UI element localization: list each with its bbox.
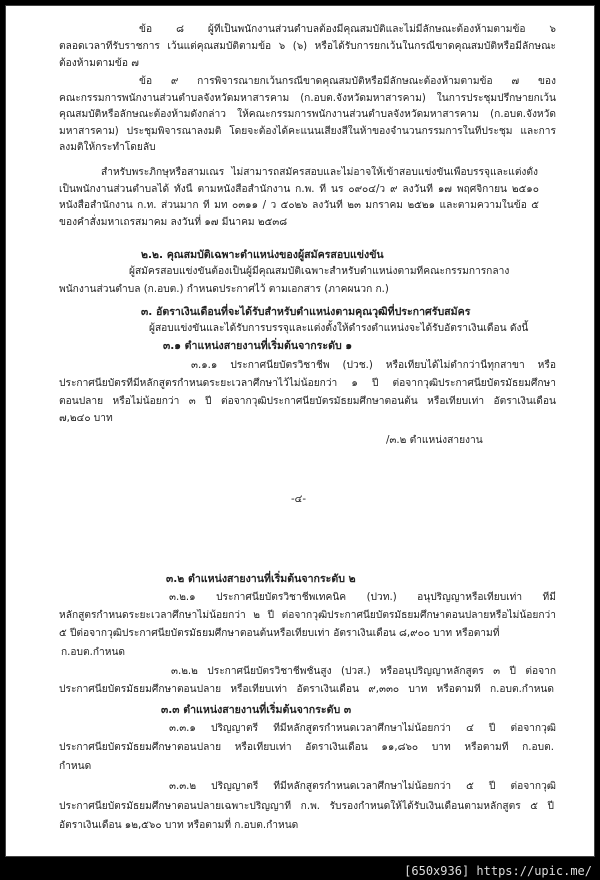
text-line: หลักสูตรกำหนดระยะเวลาศึกษาไม่น้อยกว่า ๒ ปี ต่อจากวุฒิประกาศนียบัตรมัธยมศึกษาตอนปลายหรือไม่น้อยกว่า <box>59 610 556 621</box>
text-line: ประกาศนียบัตรมัธยมศึกษาตอนปลาย หรือเทียบเท่า อัตราเงินเดือน ๙,๓๓๐ บาท หรือตามที่ ก.อบต.กำหนด <box>59 684 554 695</box>
text-line: ๓.๓.๑ ปริญญาตรี ที่มีหลักสูตรกำหนดเวลาศึกษาไม่น้อยกว่า ๔ ปี ต่อจากวุฒิ <box>169 723 556 734</box>
image-host-watermark: [650x936] https://upic.me/ <box>404 864 592 878</box>
text-line: ของคำสั่งมหาเถรสมาคม ลงวันที่ ๑๗ มีนาคม ๒๕๓๘ <box>59 217 288 228</box>
text-line: ๓.๑.๑ ประกาศนียบัตรวิชาชีพ (ปวช.) หรือเทียบได้ไม่ต่ำกว่านี้ทุกสาขา หรือ <box>191 360 556 371</box>
text-line: ประกาศนียบัตรมัธยมศึกษาตอนปลายเฉพาะปริญญาที่ ก.พ. รับรองกำหนดให้ได้รับเงินเดือนตามหลักสูตร ๕ ปี <box>59 801 554 812</box>
text-line: ๓.๒.๒ ประกาศนียบัตรวิชาชีพชั้นสูง (ปวส.) หรืออนุปริญญาหลักสูตร ๓ ปี ต่อจาก <box>171 666 556 677</box>
text-line: ตลอดเวลาที่รับราชการ เว้นแต่คุณสมบัติตามข้อ ๖ (๖) หรือได้รับการยกเว้นในกรณีขาดคุณสมบัติหรือมีลักษณะ <box>59 41 556 52</box>
text-line: กำหนด <box>59 761 92 772</box>
text-line: ตอนปลาย หรือไม่น้อยกว่า ๓ ปี ต่อจากวุฒิประกาศนียบัตรมัธยมศึกษาตอนต้น หรือเทียบเท่า อัตราเงินเดือน <box>59 396 556 407</box>
text-line: คุณสมบัติหรือลักษณะต้องห้ามดังกล่าว ให้คณะกรรมการพนักงานส่วนตำบลจังหวัดมหาสารคาม (ก.อบต.จังหวัด <box>59 109 556 120</box>
section-heading: ๓. อัตราเงินเดือนที่จะได้รับสำหรับตำแหน่งตามคุณวุฒิที่ประกาศรับสมัคร <box>141 306 471 318</box>
page-number: -๔- <box>291 494 307 505</box>
text-line: ต้องห้ามตามข้อ ๗ <box>59 58 139 69</box>
text-line: ก.อบต.กำหนด <box>61 647 126 658</box>
subsection-heading: ๓.๓ ตำแหน่งสายงานที่เริ่มต้นจากระดับ ๓ <box>161 704 352 716</box>
section-heading: ๒.๒. คุณสมบัติเฉพาะตำแหน่งของผู้สมัครสอบแข่งขัน <box>141 249 384 261</box>
text-line: ประกาศนียบัตรมัธยมศึกษาตอนปลาย หรือเทียบเท่า อัตราเงินเดือน ๑๑,๘๖๐ บาท หรือตามที่ ก.อบต. <box>59 742 554 753</box>
text-line: หนังสือสำนักงาน ก.ท. ส่วนมาก ที่ มท ๐๓๑๑ / ว ๕๐๒๖ ลงวันที่ ๒๓ มกราคม ๒๕๒๑ และตามความในข้อ ๕ <box>59 200 539 211</box>
text-line: คณะกรรมการพนักงานส่วนตำบลจังหวัดมหาสารคาม (ก.อบต.จังหวัดมหาสารคาม) ในการประชุมปรึกษายกเว้น <box>59 93 556 104</box>
subsection-heading: ๓.๑ ตำแหน่งสายงานที่เริ่มต้นจากระดับ ๑ <box>163 340 353 352</box>
continuation-note: /๓.๒ ตำแหน่งสายงาน <box>386 435 483 446</box>
text-line: ประกาศนียบัตรที่มีหลักสูตรกำหนดระยะเวลาศึกษาไว้ไม่น้อยกว่า ๑ ปี ต่อจากวุฒิประกาศนียบัตรมัธยมศึกษา <box>59 378 556 389</box>
text-line: มหาสารคาม) ประชุมพิจารณาลงมติ โดยจะต้องได้คะแนนเสียงสี่ในห้าของจำนวนกรรมการในที่ประชุม และการ <box>59 126 556 137</box>
text-line: ๓.๓.๒ ปริญญาตรี ที่มีหลักสูตรกำหนดเวลาศึกษาไม่น้อยกว่า ๕ ปี ต่อจากวุฒิ <box>169 781 556 792</box>
document-page <box>5 5 595 857</box>
subsection-heading: ๓.๒ ตำแหน่งสายงานที่เริ่มต้นจากระดับ ๒ <box>166 573 356 585</box>
text-line: ผู้สมัครสอบแข่งขันต้องเป็นผู้มีคุณสมบัติเฉพาะสำหรับตำแหน่งตามที่คณะกรรมการกลาง <box>129 266 510 277</box>
text-line: สำหรับพระภิกษุหรือสามเณร ไม่สามารถสมัครสอบและไม่อาจให้เข้าสอบแข่งขันเพื่อบรรจุและแต่งตั้ง <box>101 167 538 178</box>
text-line: พนักงานส่วนตำบล (ก.อบต.) กำหนดประกาศไว้ ตามเอกสาร (ภาคผนวก ก.) <box>59 284 389 295</box>
text-line: ๗,๒๔๐ บาท <box>59 413 113 424</box>
text-line: ลงมติให้กระทำโดยลับ <box>59 142 156 153</box>
text-line: ข้อ ๙ การพิจารณายกเว้นกรณีขาดคุณสมบัติหรือมีลักษณะต้องห้ามตามข้อ ๗ ของ <box>139 76 556 87</box>
text-line: ๓.๒.๑ ประกาศนียบัตรวิชาชีพเทคนิค (ปวท.) อนุปริญญาหรือเทียบเท่า ที่มี <box>169 592 556 603</box>
text-line: ข้อ ๘ ผู้ที่เป็นพนักงานส่วนตำบลต้องมีคุณสมบัติและไม่มีลักษณะต้องห้ามตามข้อ ๖ <box>139 24 556 35</box>
text-line: เป็นพนักงานส่วนตำบลได้ ทั้งนี้ ตามหนังสือสำนักงาน ก.พ. ที่ นร ๐๙๐๔/ว ๙ ลงวันที่ ๑๗ พฤศจิกายน ๒๕๑๐ <box>59 184 539 195</box>
text-line: ผู้สอบแข่งขันและได้รับการบรรจุและแต่งตั้งให้ดำรงตำแหน่งจะได้รับอัตราเงินเดือน ดังนี้ <box>149 323 529 334</box>
text-line: ๕ ปีต่อจากวุฒิประกาศนียบัตรมัธยมศึกษาตอนต้นหรือเทียบเท่า อัตราเงินเดือน ๘,๙๐๐ บาท หรือตามที่ <box>59 628 500 639</box>
text-line: อัตราเงินเดือน ๑๒,๕๖๐ บาท หรือตามที่ ก.อบต.กำหนด <box>59 820 299 831</box>
